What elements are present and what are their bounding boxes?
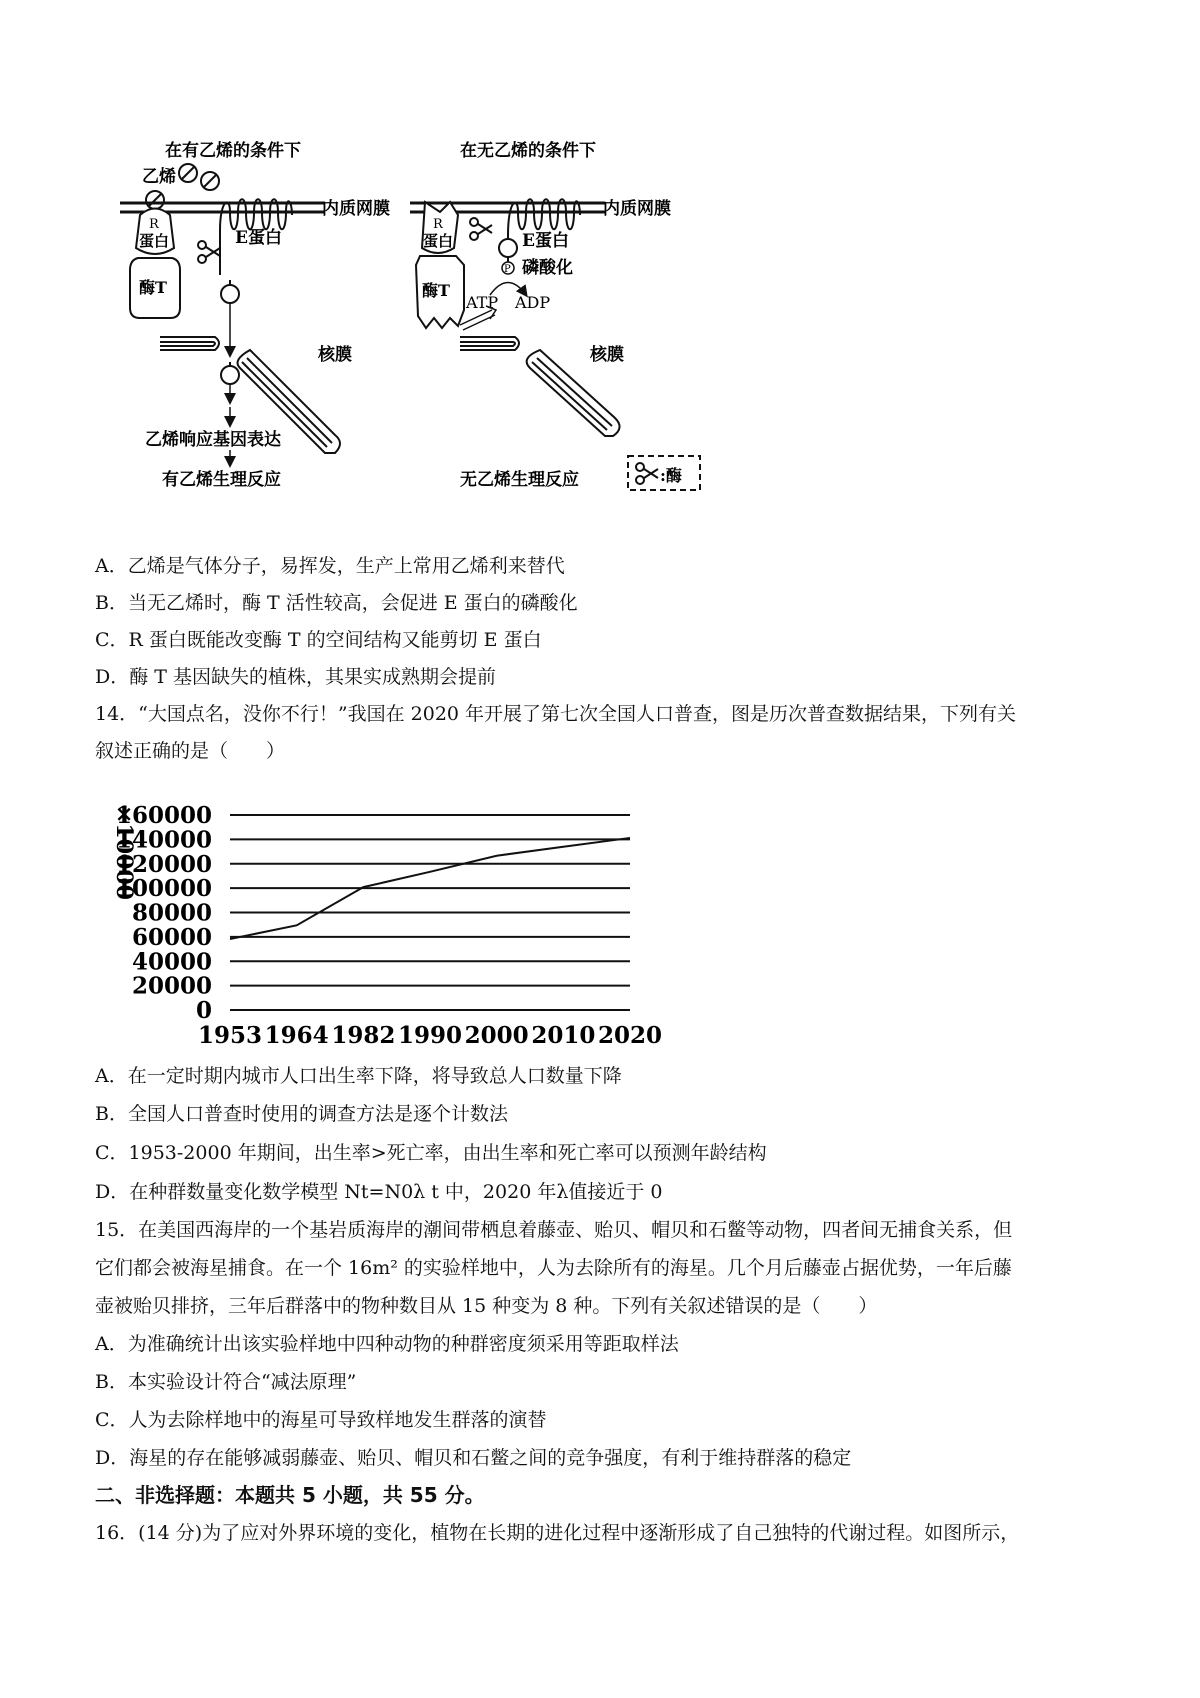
population-census-chart <box>105 795 705 1045</box>
x-tick-label: 1990 <box>397 1022 463 1045</box>
e-protein-label-left: E蛋白 <box>235 228 282 248</box>
q15-stem-line2: 它们都会被海星捕食。在一个 16m² 的实验样地中，人为去除所有的海星。几个月后藤壶占据优势，一年后藤 <box>95 1257 1012 1279</box>
q14-option-d: D．在种群数量变化数学模型 Nt=N0λ t 中，2020 年λ值接近于 0 <box>95 1181 663 1203</box>
q13-option-d: D．酶 T 基因缺失的植株，其果实成熟期会提前 <box>95 666 496 688</box>
y-tick-label: 80000 <box>131 899 212 927</box>
x-tick-label: 1964 <box>264 1022 329 1045</box>
y-axis-label: ×10000 <box>111 805 137 900</box>
e-protein-head-right <box>499 239 517 257</box>
right-condition-title: 在无乙烯的条件下 <box>460 141 596 161</box>
gene-expression-label: 乙烯响应基因表达 <box>145 430 281 450</box>
q14-stem-line1: 14．“大国点名，没你不行！”我国在 2020 年开展了第七次全国人口普查，图是历次普查数据结果，下列有关 <box>95 703 1017 725</box>
y-tick-label: 120000 <box>115 850 212 878</box>
q15-stem-line3: 壶被贻贝排挤，三年后群落中的物种数目从 15 种变为 8 种。下列有关叙述错误的是（ ） <box>95 1295 878 1317</box>
y-tick-label: 160000 <box>115 802 212 829</box>
right-result-label: 无乙烯生理反应 <box>460 470 579 490</box>
q15-option-d: D．海星的存在能够减弱藤壶、贻贝、帽贝和石鳖之间的竞争强度，有利于维持群落的稳定 <box>95 1447 852 1469</box>
x-tick-label: 2000 <box>464 1022 529 1045</box>
scissors-icon <box>470 218 492 240</box>
x-tick-label: 2020 <box>597 1022 663 1045</box>
q13-option-a: A．乙烯是气体分子，易挥发，生产上常用乙烯利来替代 <box>95 555 565 577</box>
q16-stem-line1: 16．(14 分)为了应对外界环境的变化，植物在长期的进化过程中逐渐形成了自己独特的代谢过程。如图所示， <box>95 1522 1020 1544</box>
q14-stem-line2: 叙述正确的是（ ） <box>95 740 286 762</box>
er-membrane-label-right: 内质网膜 <box>603 199 671 219</box>
scissors-icon <box>198 241 220 263</box>
y-tick-label: 40000 <box>131 948 212 976</box>
enzyme-t-label-left: 酶T <box>139 278 167 297</box>
r-protein-label-right: 蛋白 <box>423 232 454 250</box>
legend-enzyme-label: :酶 <box>660 466 682 485</box>
q15-option-a: A．为准确统计出该实验样地中四种动物的种群密度须采用等距取样法 <box>95 1333 679 1355</box>
q14-option-c: C．1953-2000 年期间，出生率>死亡率，由出生率和死亡率可以预测年龄结构 <box>95 1142 767 1164</box>
y-tick-label: 60000 <box>131 923 212 951</box>
left-result-label: 有乙烯生理反应 <box>162 470 281 490</box>
x-tick-label: 2010 <box>531 1022 596 1045</box>
scissors-icon <box>636 463 658 484</box>
e-protein-fragment-left <box>221 280 239 303</box>
e-protein-label-right: E蛋白 <box>522 231 569 251</box>
ethylene-label: 乙烯 <box>142 167 176 187</box>
q14-option-b: B．全国人口普查时使用的调查方法是逐个计数法 <box>95 1103 508 1125</box>
adp-label: ADP <box>515 293 551 312</box>
q15-stem-line1: 15．在美国西海岸的一个基岩质海岸的潮间带栖息着藤壶、贻贝、帽贝和石鳖等动物，四者间无捕食关系，但 <box>95 1219 1013 1241</box>
y-tick-label: 20000 <box>131 972 212 1000</box>
section2-heading: 二、非选择题：本题共 5 小题，共 55 分。 <box>95 1483 485 1507</box>
x-tick-label: 1953 <box>197 1022 263 1045</box>
nuclear-membrane-label-left: 核膜 <box>318 345 352 365</box>
phosphate-label: P <box>504 264 511 275</box>
left-condition-title: 在有乙烯的条件下 <box>165 141 301 161</box>
atp-label: ATP <box>466 293 499 312</box>
y-tick-label: 140000 <box>115 826 212 854</box>
e-protein-fragment-nucleus <box>221 362 239 384</box>
x-tick-label: 1982 <box>331 1022 396 1045</box>
q13-option-b: B．当无乙烯时，酶 T 活性较高，会促进 E 蛋白的磷酸化 <box>95 592 578 614</box>
y-tick-label: 100000 <box>115 875 212 903</box>
r-protein-r-left: R <box>149 217 159 232</box>
y-tick-label: 0 <box>195 997 212 1024</box>
e-protein-coil-right <box>508 199 580 235</box>
q15-option-b: B．本实验设计符合“减法原理” <box>95 1371 357 1393</box>
enzyme-t-label-right: 酶T <box>422 281 450 300</box>
q13-option-c: C．R 蛋白既能改变酶 T 的空间结构又能剪切 E 蛋白 <box>95 629 542 651</box>
q14-option-a: A．在一定时期内城市人口出生率下降，将导致总人口数量下降 <box>95 1065 622 1087</box>
q15-option-c: C．人为去除样地中的海星可导致样地发生群落的演替 <box>95 1409 547 1431</box>
r-protein-r-right: R <box>433 217 443 232</box>
r-protein-label-left: 蛋白 <box>139 232 170 250</box>
phosphorylation-label: 磷酸化 <box>522 258 573 278</box>
er-membrane-label-left: 内质网膜 <box>322 199 390 219</box>
ethylene-signaling-diagram <box>120 140 760 540</box>
nuclear-membrane-label-right: 核膜 <box>590 345 624 365</box>
